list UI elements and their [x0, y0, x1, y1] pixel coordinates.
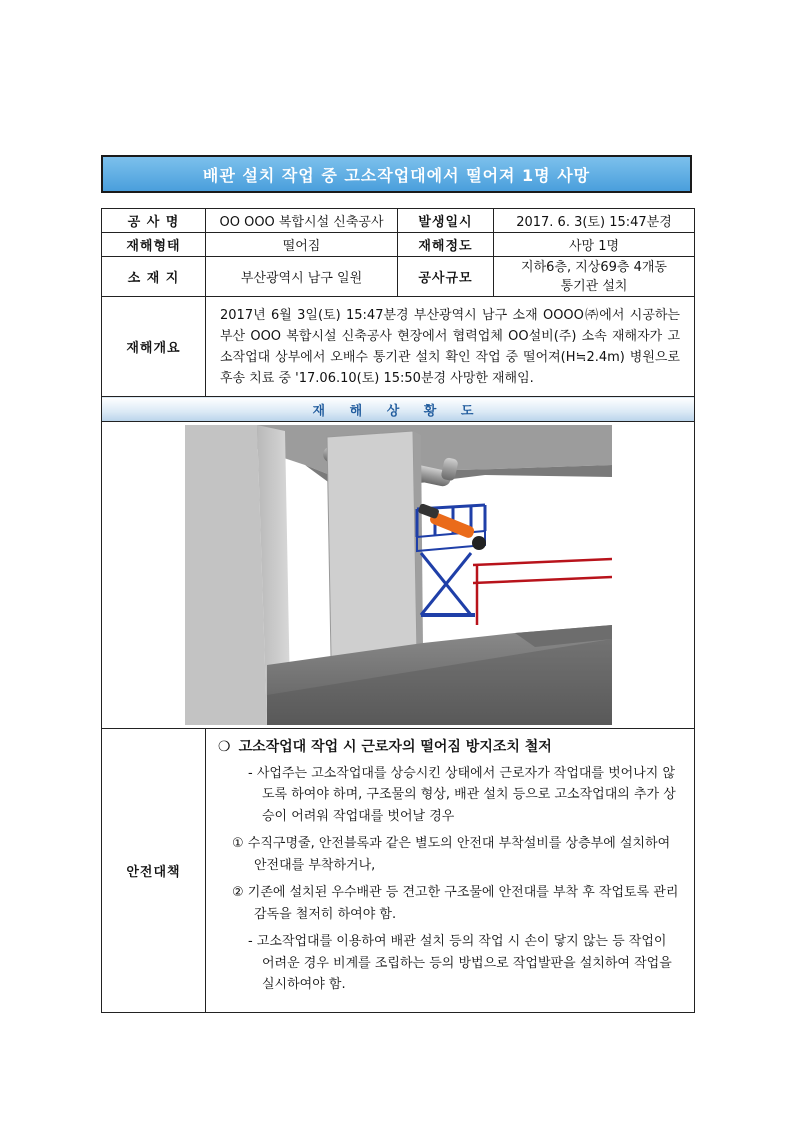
severity-label: 재해정도 — [398, 233, 494, 257]
overview-label: 재해개요 — [102, 297, 206, 397]
measures-label: 안전대책 — [102, 729, 206, 1013]
measures-heading-row — [218, 737, 682, 759]
scene-illustration-cell — [102, 422, 695, 729]
column — [327, 431, 417, 657]
measure-line-1: - 사업주는 고소작업대를 상승시킨 상태에서 근로자가 작업대를 벗어나지 않도록 하여야 하며, 구조물의 형상, 배관 설치 등으로 고소작업대의 추가 상승이 어려워 작업대를 벗어날 경우 — [248, 765, 676, 824]
report-title: 배관 설치 작업 중 고소작업대에서 떨어져 1명 사망 — [202, 165, 591, 185]
date-label: 발생일시 — [398, 209, 494, 233]
date-value: 2017. 6. 3(토) 15:47분경 — [494, 209, 695, 233]
measures-heading: 고소작업대 작업 시 근로자의 떨어짐 방지조치 철저 — [238, 739, 552, 755]
project-label: 공 사 명 — [102, 209, 206, 233]
accident-report-table — [101, 208, 695, 1013]
location-label: 소 재 지 — [102, 257, 206, 297]
accident-scene-illustration — [185, 425, 612, 725]
measure-item-1: ① 수직구명줄, 안전블록과 같은 별도의 안전대 부착설비를 상층부에 설치하여 안전대를 부착하거나, — [232, 836, 671, 873]
scene-heading: 재 해 상 황 도 — [102, 397, 695, 422]
measures-content — [206, 729, 695, 1013]
severity-value: 사망 1명 — [494, 233, 695, 257]
measure-line-2: - 고소작업대를 이용하여 배관 설치 등의 작업 시 손이 닿지 않는 등 작업이 어려운 경우 비계를 조립하는 등의 방법으로 작업발판을 설치하여 작업을 실시하여야 함. — [248, 934, 672, 992]
scale-value — [494, 257, 695, 297]
report-title-banner — [101, 155, 692, 193]
location-value: 부산광역시 남구 일원 — [206, 257, 398, 297]
left-wall — [185, 425, 267, 725]
measure-item-2: ② 기존에 설치된 우수배관 등 견고한 구조물에 안전대를 부착 후 작업토록 관리 감독을 철저히 하여야 함. — [232, 885, 679, 922]
project-value: OO OOO 복합시설 신축공사 — [206, 209, 398, 233]
circle-bullet-icon: ❍ — [218, 739, 231, 755]
scale-label: 공사규모 — [398, 257, 494, 297]
accident-type-value: 떨어짐 — [206, 233, 398, 257]
accident-type-label: 재해형태 — [102, 233, 206, 257]
scale-value-line2: 통기관 설치 — [560, 278, 628, 294]
overview-text: 2017년 6월 3일(토) 15:47분경 부산광역시 남구 소재 OOOO㈜에서 시공하는 부산 OOO 복합시설 신축공사 현장에서 협력업체 OO설비(주) 소속 재해자가 고소작업대 상부에서 오배수 통기관 설치 확인 작업 중 떨어져(H≒2.4m) 병원으로 후송 치료 중 '17.06.10(토) 15:50분경 사망한 재해임. — [206, 297, 695, 397]
scale-value-line1: 지하6층, 지상69층 4개동 — [521, 259, 667, 275]
